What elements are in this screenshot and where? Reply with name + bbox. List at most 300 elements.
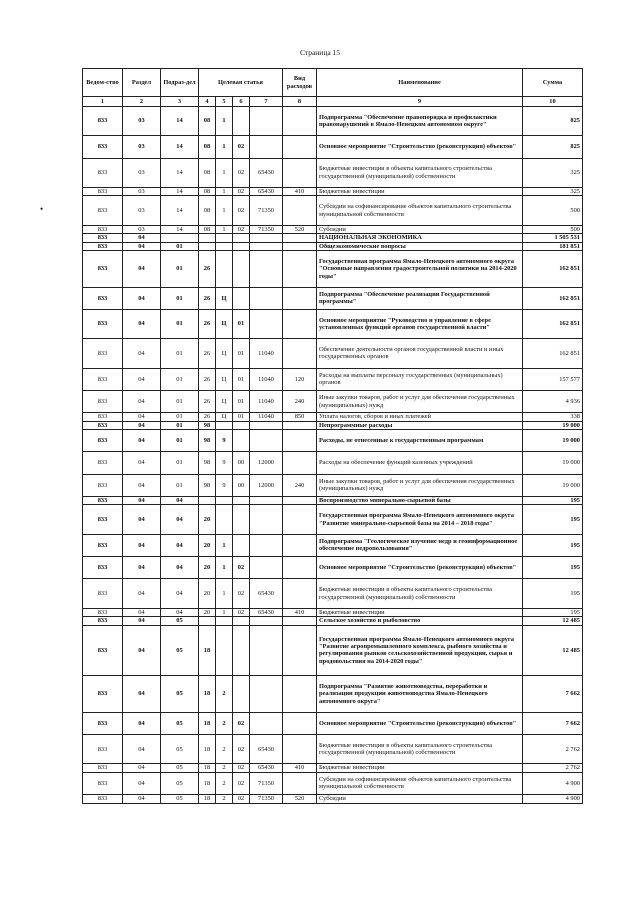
item-sum: 1 505 531	[523, 234, 583, 242]
section-code: 04	[123, 557, 161, 579]
direction-code: 65430	[250, 764, 283, 772]
expense-type-code	[283, 287, 317, 309]
department-code: 833	[83, 413, 123, 421]
table-row	[83, 452, 583, 474]
subprogram-code	[216, 496, 233, 504]
program-code: 26	[199, 309, 216, 338]
section-code: 04	[123, 579, 161, 608]
item-sum: 4 900	[523, 795, 583, 803]
section-code: 03	[123, 188, 161, 196]
expense-type-code	[283, 251, 317, 288]
item-name: Уплата налогов, сборов и иных платежей	[317, 413, 523, 421]
table-row	[83, 496, 583, 504]
section-code: 04	[123, 474, 161, 496]
subprogram-code: 1	[216, 158, 233, 187]
subprogram-code: Ц	[216, 368, 233, 390]
measure-code: 02	[233, 608, 250, 616]
direction-code	[250, 712, 283, 734]
item-sum: 195	[523, 505, 583, 534]
program-code: 08	[199, 158, 216, 187]
department-code: 833	[83, 557, 123, 579]
program-code: 08	[199, 107, 216, 136]
expense-type-code: 850	[283, 413, 317, 421]
subsection-code: 04	[161, 579, 199, 608]
measure-code: 02	[233, 136, 250, 158]
department-code: 833	[83, 368, 123, 390]
subsection-code: 14	[161, 225, 199, 233]
direction-code: 11040	[250, 339, 283, 368]
department-code: 833	[83, 764, 123, 772]
subprogram-code: Ц	[216, 339, 233, 368]
expense-type-code	[283, 196, 317, 225]
table-body	[83, 107, 583, 804]
direction-code: 12000	[250, 452, 283, 474]
table-row	[83, 676, 583, 713]
program-code: 98	[199, 474, 216, 496]
item-name: Обеспечение деятельности органов государственной власти и иных государственных органов	[317, 339, 523, 368]
measure-code: 02	[233, 795, 250, 803]
table-row	[83, 107, 583, 136]
department-code: 833	[83, 505, 123, 534]
program-code: 08	[199, 188, 216, 196]
program-code: 18	[199, 712, 216, 734]
subsection-code	[161, 234, 199, 242]
subprogram-code	[216, 617, 233, 625]
table-row	[83, 242, 583, 250]
measure-code: 02	[233, 188, 250, 196]
subsection-code: 05	[161, 617, 199, 625]
measure-code	[233, 107, 250, 136]
subprogram-code: 2	[216, 772, 233, 794]
item-name: Бюджетные инвестиции в объекты капитального строительства государственной (муниципальной) собственности	[317, 579, 523, 608]
item-name: Основное мероприятие "Строительство (реконструкция) объектов"	[317, 712, 523, 734]
subprogram-code	[216, 421, 233, 429]
item-name: Субсидии	[317, 225, 523, 233]
direction-code: 65430	[250, 188, 283, 196]
item-name: Основное мероприятие "Строительство (реконструкция) объектов"	[317, 557, 523, 579]
section-code: 04	[123, 735, 161, 764]
direction-code: 12000	[250, 474, 283, 496]
expense-type-code	[283, 505, 317, 534]
department-code: 833	[83, 430, 123, 452]
item-sum: 12 485	[523, 617, 583, 625]
subprogram-code: Ц	[216, 287, 233, 309]
department-code: 833	[83, 772, 123, 794]
subprogram-code	[216, 251, 233, 288]
section-code: 04	[123, 712, 161, 734]
item-sum: 157 577	[523, 368, 583, 390]
measure-code	[233, 617, 250, 625]
table-row	[83, 764, 583, 772]
header-name: Наименование	[317, 69, 523, 97]
expense-type-code: 410	[283, 188, 317, 196]
item-name: Иные закупки товаров, работ и услуг для обеспечения государственных (муниципальных) нужд	[317, 474, 523, 496]
subprogram-code: 1	[216, 196, 233, 225]
measure-code	[233, 534, 250, 556]
item-sum: 2 762	[523, 764, 583, 772]
subsection-code: 01	[161, 430, 199, 452]
budget-table	[82, 68, 583, 804]
expense-type-code	[283, 242, 317, 250]
col-number: 7	[250, 97, 283, 107]
program-code	[199, 617, 216, 625]
measure-code: 01	[233, 339, 250, 368]
expense-type-code	[283, 712, 317, 734]
table-row	[83, 390, 583, 412]
item-sum: 500	[523, 225, 583, 233]
item-name: НАЦИОНАЛЬНАЯ ЭКОНОМИКА	[317, 234, 523, 242]
col-number: 8	[283, 97, 317, 107]
item-name: Государственная программа Ямало-Ненецкого автономного округа "Развитие агропромышленного комплекса, рыбного хозяйства и регулирования рынков сельскохозяйственной продукции, сырья и продовольствия на 2014-2020 годы"	[317, 625, 523, 676]
section-code: 04	[123, 390, 161, 412]
subsection-code: 05	[161, 764, 199, 772]
expense-type-code	[283, 430, 317, 452]
direction-code	[250, 421, 283, 429]
direction-code: 71350	[250, 225, 283, 233]
table-row	[83, 557, 583, 579]
program-code: 08	[199, 225, 216, 233]
subsection-code: 14	[161, 158, 199, 187]
col-number: 10	[523, 97, 583, 107]
subsection-code: 01	[161, 474, 199, 496]
direction-code	[250, 107, 283, 136]
header-row	[83, 69, 583, 97]
measure-code: 02	[233, 196, 250, 225]
department-code: 833	[83, 309, 123, 338]
item-sum: 338	[523, 413, 583, 421]
program-code	[199, 496, 216, 504]
table-row	[83, 309, 583, 338]
table-row	[83, 505, 583, 534]
department-code: 833	[83, 676, 123, 713]
subsection-code: 01	[161, 368, 199, 390]
program-code: 08	[199, 196, 216, 225]
expense-type-code	[283, 496, 317, 504]
department-code: 833	[83, 390, 123, 412]
program-code: 18	[199, 764, 216, 772]
item-sum: 325	[523, 158, 583, 187]
direction-code: 71350	[250, 795, 283, 803]
item-name: Субсидии	[317, 795, 523, 803]
department-code: 833	[83, 107, 123, 136]
measure-code: 01	[233, 390, 250, 412]
department-code: 833	[83, 251, 123, 288]
measure-code	[233, 625, 250, 676]
table-row	[83, 136, 583, 158]
subsection-code: 04	[161, 496, 199, 504]
measure-code: 00	[233, 452, 250, 474]
item-name: Субсидии на софинансирование объектов капитального строительства муниципальной собственности	[317, 196, 523, 225]
subprogram-code: Ц	[216, 309, 233, 338]
item-sum: 19 000	[523, 430, 583, 452]
item-sum: 19 000	[523, 452, 583, 474]
expense-type-code	[283, 579, 317, 608]
table-row	[83, 772, 583, 794]
direction-code	[250, 617, 283, 625]
item-name: Подпрограмма "Обеспечение реализации Государственной программы"	[317, 287, 523, 309]
section-code: 04	[123, 421, 161, 429]
expense-type-code	[283, 107, 317, 136]
item-sum: 195	[523, 496, 583, 504]
program-code: 20	[199, 534, 216, 556]
expense-type-code	[283, 617, 317, 625]
subprogram-code: 1	[216, 534, 233, 556]
expense-type-code	[283, 158, 317, 187]
measure-code: 02	[233, 557, 250, 579]
item-name: Воспроизводство минерально-сырьевой базы	[317, 496, 523, 504]
item-name: Непрограммные расходы	[317, 421, 523, 429]
subprogram-code: 1	[216, 557, 233, 579]
department-code: 833	[83, 225, 123, 233]
section-code: 04	[123, 413, 161, 421]
direction-code	[250, 534, 283, 556]
section-code: 04	[123, 625, 161, 676]
subprogram-code	[216, 242, 233, 250]
margin-mark: •	[40, 204, 44, 214]
measure-code	[233, 287, 250, 309]
measure-code	[233, 505, 250, 534]
item-sum: 162 851	[523, 251, 583, 288]
section-code: 04	[123, 534, 161, 556]
direction-code	[250, 234, 283, 242]
section-code: 04	[123, 764, 161, 772]
subsection-code: 14	[161, 196, 199, 225]
item-name: Бюджетные инвестиции	[317, 764, 523, 772]
subsection-code: 05	[161, 795, 199, 803]
item-sum: 500	[523, 196, 583, 225]
expense-type-code	[283, 309, 317, 338]
item-name: Субсидии на софинансирование объектов капитального строительства муниципальной собственности	[317, 772, 523, 794]
department-code: 833	[83, 136, 123, 158]
department-code: 833	[83, 795, 123, 803]
program-code: 08	[199, 136, 216, 158]
table-row	[83, 188, 583, 196]
measure-code	[233, 496, 250, 504]
department-code: 833	[83, 287, 123, 309]
direction-code	[250, 251, 283, 288]
item-name: Бюджетные инвестиции	[317, 608, 523, 616]
expense-type-code	[283, 735, 317, 764]
measure-code: 02	[233, 225, 250, 233]
expense-type-code: 410	[283, 764, 317, 772]
expense-type-code: 240	[283, 390, 317, 412]
table-row	[83, 225, 583, 233]
col-number: 1	[83, 97, 123, 107]
program-code: 98	[199, 430, 216, 452]
subsection-code: 01	[161, 413, 199, 421]
measure-code	[233, 251, 250, 288]
measure-code: 01	[233, 413, 250, 421]
item-name: Основное мероприятие "Строительство (реконструкция) объектов"	[317, 136, 523, 158]
col-number: 6	[233, 97, 250, 107]
expense-type-code	[283, 534, 317, 556]
expense-type-code	[283, 136, 317, 158]
item-name: Бюджетные инвестиции	[317, 188, 523, 196]
section-code: 04	[123, 496, 161, 504]
department-code: 833	[83, 188, 123, 196]
item-sum: 4 936	[523, 390, 583, 412]
table-row	[83, 196, 583, 225]
item-sum: 195	[523, 534, 583, 556]
measure-code: 02	[233, 764, 250, 772]
program-code	[199, 234, 216, 242]
item-name: Сельское хозяйство и рыболовство	[317, 617, 523, 625]
program-code	[199, 242, 216, 250]
direction-code	[250, 557, 283, 579]
direction-code: 11040	[250, 413, 283, 421]
direction-code	[250, 136, 283, 158]
measure-code: 01	[233, 368, 250, 390]
item-sum: 19 000	[523, 421, 583, 429]
item-sum: 162 851	[523, 309, 583, 338]
program-code: 18	[199, 772, 216, 794]
item-sum: 195	[523, 557, 583, 579]
header-target-article: Целевая статья	[199, 69, 283, 97]
department-code: 833	[83, 474, 123, 496]
item-name: Государственная программа Ямало-Ненецкого автономного округа "Развитие минерально-сырьевой базы на 2014 – 2018 годы"	[317, 505, 523, 534]
subsection-code: 04	[161, 534, 199, 556]
section-code: 04	[123, 339, 161, 368]
direction-code	[250, 505, 283, 534]
subsection-code: 01	[161, 242, 199, 250]
expense-type-code: 240	[283, 474, 317, 496]
direction-code: 65430	[250, 608, 283, 616]
section-code: 04	[123, 242, 161, 250]
expense-type-code	[283, 234, 317, 242]
item-sum: 325	[523, 188, 583, 196]
item-sum: 825	[523, 107, 583, 136]
measure-code: 00	[233, 474, 250, 496]
expense-type-code: 410	[283, 608, 317, 616]
header-sum: Сумма	[523, 69, 583, 97]
program-code: 20	[199, 557, 216, 579]
section-code: 04	[123, 617, 161, 625]
department-code: 833	[83, 242, 123, 250]
subprogram-code: 1	[216, 579, 233, 608]
direction-code: 65430	[250, 735, 283, 764]
table-row	[83, 287, 583, 309]
department-code: 833	[83, 196, 123, 225]
table-row	[83, 251, 583, 288]
page-label: Страница 15	[299, 48, 341, 57]
program-code: 26	[199, 368, 216, 390]
subprogram-code: 2	[216, 712, 233, 734]
direction-code: 11040	[250, 368, 283, 390]
direction-code	[250, 430, 283, 452]
department-code: 833	[83, 234, 123, 242]
direction-code	[250, 625, 283, 676]
department-code: 833	[83, 496, 123, 504]
direction-code	[250, 496, 283, 504]
department-code: 833	[83, 608, 123, 616]
table-row	[83, 234, 583, 242]
subprogram-code: 2	[216, 676, 233, 713]
col-number: 4	[199, 97, 216, 107]
table-row	[83, 534, 583, 556]
measure-code: 02	[233, 772, 250, 794]
table-row	[83, 413, 583, 421]
table-row	[83, 795, 583, 803]
subprogram-code: 1	[216, 188, 233, 196]
item-sum: 195	[523, 608, 583, 616]
item-name: Расходы на обеспечение функций казенных учреждений	[317, 452, 523, 474]
item-sum: 7 662	[523, 712, 583, 734]
measure-code: 02	[233, 579, 250, 608]
subsection-code: 01	[161, 339, 199, 368]
department-code: 833	[83, 421, 123, 429]
subsection-code: 05	[161, 712, 199, 734]
subprogram-code	[216, 625, 233, 676]
program-code: 26	[199, 413, 216, 421]
item-sum: 181 851	[523, 242, 583, 250]
item-sum: 12 485	[523, 625, 583, 676]
expense-type-code	[283, 625, 317, 676]
program-code: 18	[199, 795, 216, 803]
expense-type-code: 120	[283, 368, 317, 390]
program-code: 18	[199, 676, 216, 713]
program-code: 20	[199, 579, 216, 608]
department-code: 833	[83, 617, 123, 625]
expense-type-code	[283, 421, 317, 429]
direction-code: 71350	[250, 196, 283, 225]
department-code: 833	[83, 339, 123, 368]
table-row	[83, 474, 583, 496]
program-code: 98	[199, 421, 216, 429]
subsection-code: 04	[161, 608, 199, 616]
expense-type-code: 520	[283, 795, 317, 803]
subsection-code: 01	[161, 421, 199, 429]
program-code: 20	[199, 505, 216, 534]
measure-code	[233, 242, 250, 250]
department-code: 833	[83, 579, 123, 608]
col-number: 5	[216, 97, 233, 107]
section-code: 03	[123, 225, 161, 233]
program-code: 26	[199, 287, 216, 309]
direction-code: 65430	[250, 579, 283, 608]
subsection-code: 01	[161, 390, 199, 412]
item-name: Подпрограмма "Развитие животноводства, переработки и реализации продукции животноводства Ямало-Ненецкого автономного округа"	[317, 676, 523, 713]
section-code: 04	[123, 309, 161, 338]
subprogram-code	[216, 234, 233, 242]
item-sum: 162 851	[523, 287, 583, 309]
table-row	[83, 158, 583, 187]
program-code: 26	[199, 339, 216, 368]
item-name: Иные закупки товаров, работ и услуг для обеспечения государственных (муниципальных) нужд	[317, 390, 523, 412]
subprogram-code: 9	[216, 474, 233, 496]
section-code: 03	[123, 107, 161, 136]
subprogram-code: 1	[216, 608, 233, 616]
table-row	[83, 579, 583, 608]
subsection-code: 04	[161, 557, 199, 579]
item-sum: 825	[523, 136, 583, 158]
subprogram-code: 2	[216, 795, 233, 803]
subprogram-code: 2	[216, 764, 233, 772]
item-sum: 19 000	[523, 474, 583, 496]
section-code: 04	[123, 234, 161, 242]
subprogram-code: 1	[216, 136, 233, 158]
col-number: 2	[123, 97, 161, 107]
section-code: 03	[123, 158, 161, 187]
expense-type-code	[283, 452, 317, 474]
section-code: 04	[123, 505, 161, 534]
department-code: 833	[83, 625, 123, 676]
table-row	[83, 625, 583, 676]
subprogram-code: 2	[216, 735, 233, 764]
subsection-code: 14	[161, 107, 199, 136]
table-row	[83, 421, 583, 429]
measure-code: 02	[233, 712, 250, 734]
item-name: Основное мероприятие "Руководство и управление в сфере установленных функций органов государственной власти"	[317, 309, 523, 338]
